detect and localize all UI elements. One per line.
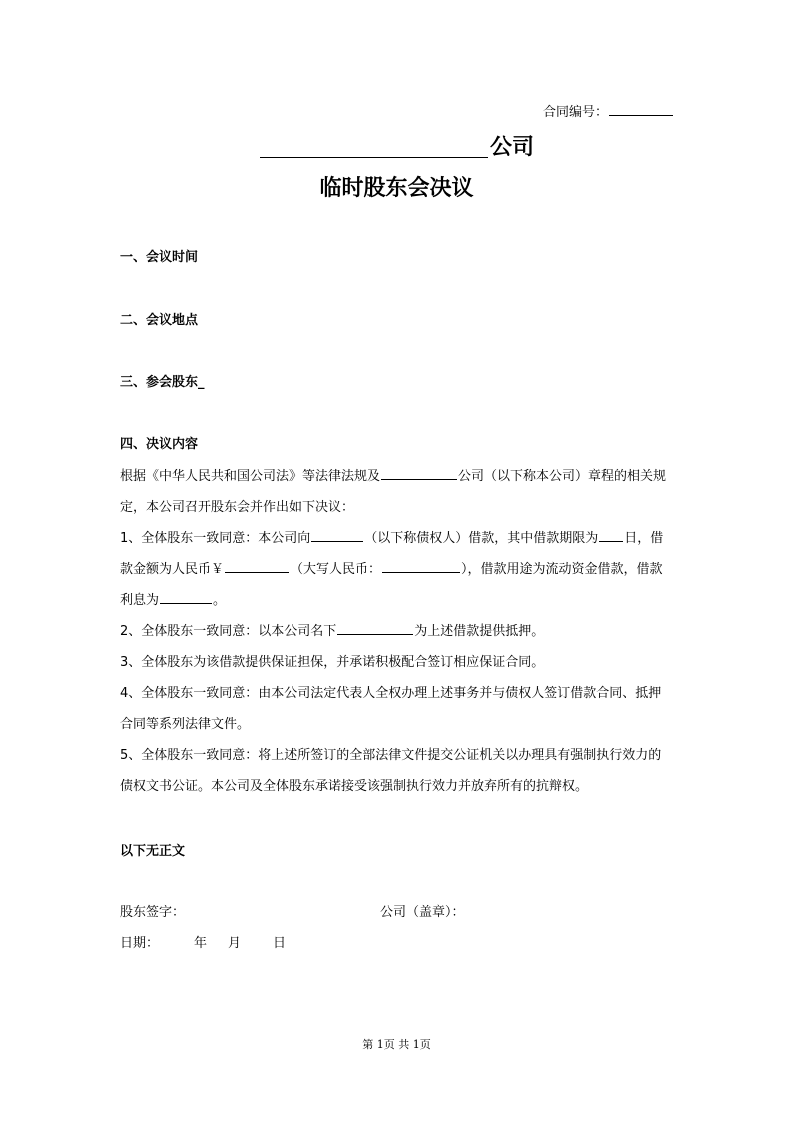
- section-resolution-content: 四、决议内容: [120, 437, 199, 452]
- interest-blank: [160, 590, 212, 604]
- company-title-suffix: 公司: [489, 135, 534, 160]
- page-title: 临时股东会决议: [319, 176, 474, 201]
- item1-text-g: 利息为: [120, 593, 160, 608]
- loan-amount-blank: [225, 559, 289, 573]
- item5-text-b: 债权文书公证。本公司及全体股东承诺接受该强制执行效力并放弃所有的抗辩权。: [120, 779, 589, 794]
- contract-number-label: 合同编号：: [542, 105, 608, 120]
- shareholder-signature-label: 股东签字：: [120, 905, 186, 920]
- intro-line-1: [120, 461, 675, 492]
- item1-text-f: ），借款用途为流动资金借款，借款: [461, 562, 663, 577]
- date-day: 日: [273, 936, 287, 951]
- item1-text-d: 款金额为人民币￥: [120, 562, 225, 577]
- item2-text-b: 为上述借款提供抵押。: [414, 624, 545, 639]
- item1-line-1: [120, 523, 675, 554]
- item4-line-2: [120, 709, 675, 740]
- contract-number: [543, 102, 674, 122]
- section-attending-shareholders: 三、参会股东_: [120, 375, 205, 390]
- item5-line-2: [120, 771, 675, 802]
- item1-text-c: 日，借: [624, 531, 664, 546]
- item5-line-1: [120, 740, 675, 771]
- company-blank: [381, 466, 457, 480]
- resolution-body: [120, 461, 675, 802]
- item1-text-b: （以下称债权人）借款，其中借款期限为: [364, 531, 599, 546]
- item1-text-e: （大写人民币：: [290, 562, 382, 577]
- item1-line-2: [120, 554, 675, 585]
- section-meeting-place: 二、会议地点: [120, 313, 199, 328]
- company-title: [0, 133, 793, 163]
- company-name-blank: [260, 135, 488, 158]
- item5-text-a: 5、全体股东一致同意：将上述所签订的全部法律文件提交公证机关以办理具有强制执行效力的: [120, 748, 662, 763]
- intro-text-b: 公司（以下称本公司）章程的相关规: [458, 469, 667, 484]
- item2-line: [120, 616, 675, 647]
- item4-text-b: 合同等系列法律文件。: [120, 717, 251, 732]
- company-seal-label: 公司（盖章）：: [380, 905, 465, 920]
- date-year: 年: [194, 936, 208, 951]
- date-label: 日期：: [120, 936, 160, 951]
- item3-text: 3、全体股东为该借款提供保证担保，并承诺积极配合签订相应保证合同。: [120, 655, 545, 670]
- end-of-text-note: 以下无正文: [120, 844, 186, 859]
- creditor-blank: [311, 528, 363, 542]
- item1-line-3: [120, 585, 675, 616]
- item2-text-a: 2、全体股东一致同意：以本公司名下: [120, 624, 337, 639]
- intro-text-a: 根据《中华人民共和国公司法》等法律法规及: [120, 469, 381, 484]
- date-month: 月: [228, 936, 242, 951]
- contract-number-blank: [609, 102, 673, 116]
- item1-text-a: 1、全体股东一致同意：本公司向: [120, 531, 311, 546]
- intro-line-2: [120, 492, 675, 523]
- loan-term-blank: [599, 528, 623, 542]
- item4-text-a: 4、全体股东一致同意：由本公司法定代表人全权办理上述事务并与债权人签订借款合同、抵押: [120, 686, 662, 701]
- page-footer: 第 1页 共 1页: [362, 1038, 431, 1051]
- item3-line: [120, 647, 675, 678]
- intro-text-c: 定，本公司召开股东会并作出如下决议：: [120, 500, 355, 515]
- section-meeting-time: 一、会议时间: [120, 250, 199, 265]
- item4-line-1: [120, 678, 675, 709]
- amount-in-words-blank: [382, 559, 460, 573]
- collateral-blank: [337, 621, 413, 635]
- item1-text-h: 。: [213, 593, 227, 608]
